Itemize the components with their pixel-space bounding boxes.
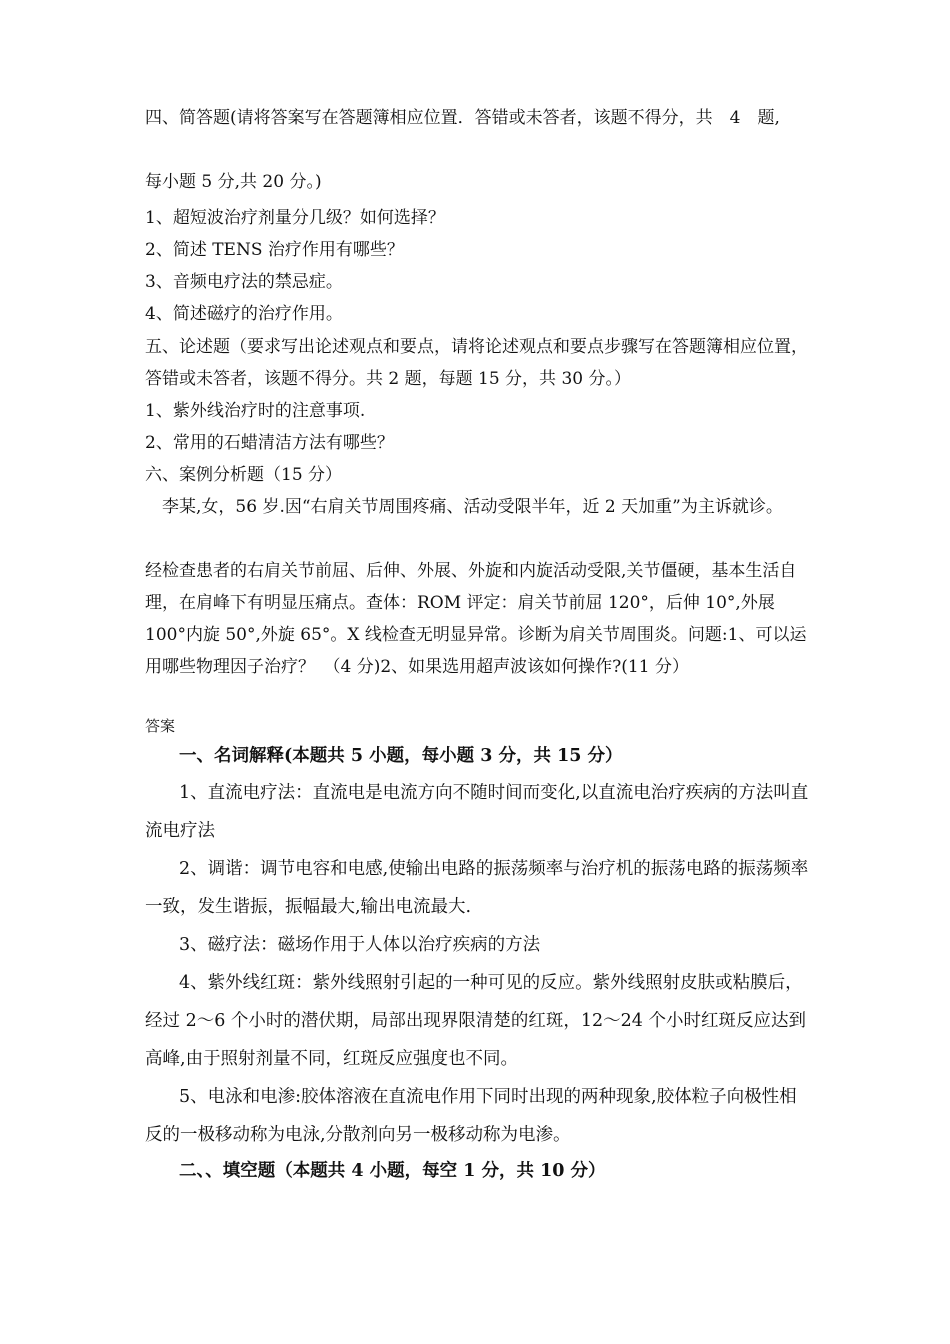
section4-item-1: 1、超短波治疗剂量分几级？如何选择？ (145, 208, 445, 228)
section5-item-1: 1、紫外线治疗时的注意事项. (145, 401, 366, 421)
answer-item-5: 5、电泳和电渗:胶体溶液在直流电作用下同时出现的两种现象,胶体粒子向极性相反的一极移动称为电泳,分散剂向另一极移动称为电渗。 (145, 1087, 797, 1145)
case-intro: 李某,女，56 岁.因“右肩关节周围疼痛、活动受限半年，近 2 天加重”为主诉就诊。 (145, 497, 783, 517)
section4-item-3: 3、音频电疗法的禁忌症。 (145, 272, 343, 292)
case-body: 经检查患者的右肩关节前屈、后伸、外展、外旋和内旋活动受限,关节僵硬，基本生活自理，在肩峰下有明显压痛点。查体：ROM 评定：肩关节前屈 120°，后伸 10°,外展 100°内旋 50°,外旋 65°。X 线检查无明显异常。诊断为肩关节周围炎。问题:1、可以运用哪些物理因子治疗？ （4 分)2、如果选用超声波该如何操作?(11 分） (145, 561, 807, 677)
answer-item-2: 2、调谐：调节电容和电感,使输出电路的振荡频率与治疗机的振荡电路的振荡频率一致，发生谐振，振幅最大,输出电流最大. (145, 859, 809, 917)
answers-title: 答案 (145, 717, 176, 735)
answers-part2-heading: 二、、填空题（本题共 4 小题，每空 1 分，共 10 分） (179, 1161, 606, 1181)
answer-item-3: 3、磁疗法：磁场作用于人体以治疗疾病的方法 (179, 935, 541, 955)
section6-heading: 六、案例分析题（15 分） (145, 465, 343, 485)
section4-note: 每小题 5 分,共 20 分。) (145, 172, 322, 192)
section5-heading: 五、论述题（要求写出论述观点和要点，请将论述观点和要点步骤写在答题簿相应位置，答错或未答者，该题不得分。共 2 题，每题 15 分，共 30 分。） (145, 337, 808, 389)
section4-item-4: 4、简述磁疗的治疗作用。 (145, 304, 343, 324)
answer-item-1: 1、直流电疗法：直流电是电流方向不随时间而变化,以直流电治疗疾病的方法叫直流电疗法 (145, 783, 809, 841)
answer-item-4: 4、紫外线红斑：紫外线照射引起的一种可见的反应。紫外线照射皮肤或粘膜后，经过 2～6 个小时的潜伏期，局部出现界限清楚的红斑，12～24 个小时红斑反应达到高峰,由于照射剂量不同，红斑反应强度也不同。 (145, 973, 806, 1069)
answers-part1-heading: 一、名词解释(本题共 5 小题，每小题 3 分，共 15 分） (179, 746, 623, 766)
section4-item-2: 2、简述 TENS 治疗作用有哪些？ (145, 240, 404, 260)
section5-item-2: 2、常用的石蜡清洁方法有哪些？ (145, 433, 394, 453)
section4-heading: 四、简答题(请将答案写在答题簿相应位置．答错或未答者，该题不得分，共 4 题, (145, 108, 780, 128)
